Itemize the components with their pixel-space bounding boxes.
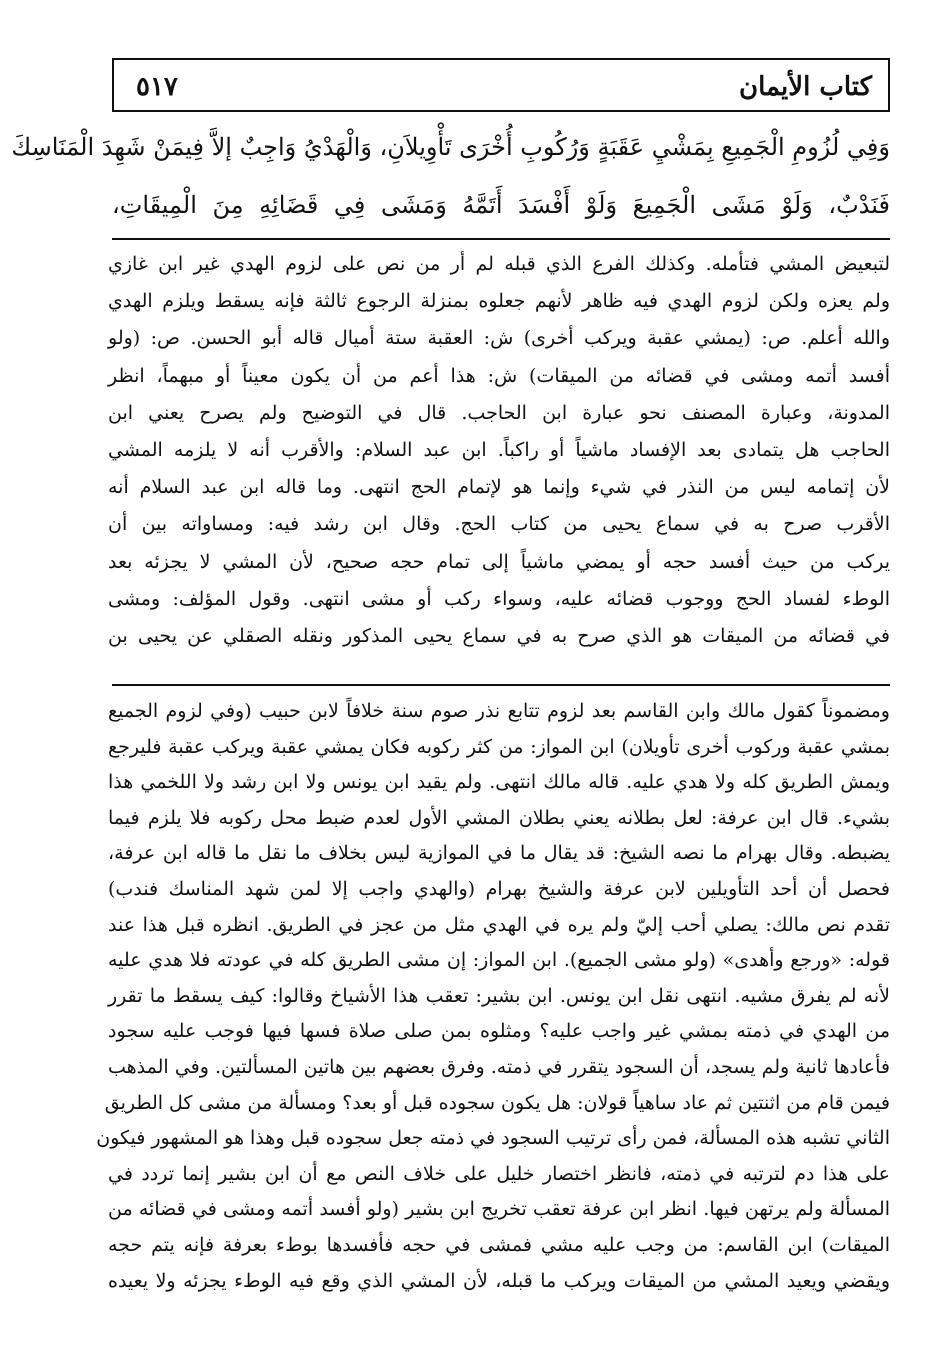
commentary-line: يركب من حيث أفسد حجه أو يمضي ماشياً إلى تمام حجه صحيح، لأن المشي لا يجزئه بعد: [108, 550, 890, 573]
commentary-line: ومضموناً كقول مالك وابن القاسم بعد لزوم تتابع نذر صوم سنة خلافاً لابن حبيب (وفي لزوم الجميع: [108, 700, 890, 722]
main-text-line: فَنَدْبٌ، وَلَوْ مَشَى الْجَمِيعَ وَلَوْ أَفْسَدَ أَتَمَّهُ وَمَشَى فِي قَضَائِهِ مِنَ الْمِيقَاتِ،: [112, 191, 890, 219]
commentary-line: من الهدي في ذمته بمشي غير واجب عليه؟ ومثلوه بمن صلى صلاة فسها فيها فوجب عليه سجود: [108, 1020, 890, 1043]
commentary-line: بمشي عقبة وركوب أخرى تأويلان) ابن المواز: من كثر ركوبه فكان يمشي عقبة ويركب عقبة فليرجع: [108, 735, 890, 758]
chapter-title: كتاب الأيمان: [738, 72, 872, 102]
commentary-lower: [96, 694, 890, 1299]
commentary-line: فأعادها ثانية ولم يسجد، أن السجود يتقرر في ذمته. وفرق بعضهم بين هاتين المسألتين. وفي المذهب: [108, 1055, 890, 1078]
commentary-line: فيمن قام من اثنتين ثم عاد ساهياً قولان: هل يكون سجوده قبل أو بعد؟ ومسألة من مشى كل الطريق: [104, 1091, 890, 1114]
page-number: ٥١٧: [136, 72, 178, 102]
commentary-line: الوطء لفساد الحج ووجوب قضائه عليه، وسواء ركب أو مشى انتهى. وقول المؤلف: ومشى: [108, 587, 890, 610]
commentary-line: أفسد أتمه ومشى في قضائه من الميقات) ش: هذا أعم من أن يكون معيناً أو مبهماً، انظر: [108, 364, 890, 387]
commentary-line: ويمش الطريق كله ولا هدي عليه. قاله مالك انتهى. ولم يقيد ابن يونس ولا ابن رشد ولا اللخمي هذا: [108, 771, 890, 794]
commentary-upper: [108, 246, 890, 655]
commentary-line: قوله: «ورجع وأهدى» (ولو مشى الجميع). ابن المواز: إن مشى الطريق كله في عودته فلا هدي عليه: [108, 949, 890, 972]
commentary-line: في قضائه من الميقات هو الذي صرح به في سماع يحيى المذكور ونقله الصقلي عن يحيى بن: [108, 625, 890, 648]
commentary-line: لأن إتمامه ليس من النذر في شيء وإنما هو لإتمام الحج انتهى. وما قاله ابن عبد السلام أنه: [108, 476, 890, 499]
commentary-line: المسألة ولم يرتهن فيها. انظر ابن عرفة تعقب تخريج ابن بشير (ولو أفسد أتمه ومشى في قضائه من: [108, 1198, 890, 1221]
commentary-line: فحصل أن أحد التأويلين لابن عرفة والشيخ بهرام (والهدي واجب إلا لمن شهد المناسك فندب): [108, 877, 890, 900]
commentary-line: المدونة، وعبارة المصنف نحو عبارة ابن الحاجب. قال في التوضيح ولم يصرح يعني ابن: [108, 401, 890, 424]
main-text: [11, 118, 890, 234]
commentary-line: على هذا دم لترتبه في ذمته، فانظر اختصار خليل على خلاف النص مع أن ابن بشير إنما تردد في: [108, 1162, 890, 1185]
commentary-line: الثاني تشبه هذه المسألة، فمن رأى ترتيب السجود في ذمته جعل سجوده قبل وهذا هو المشهور فيكون: [96, 1127, 890, 1150]
commentary-line: لأنه لم يفرق مشيه. انتهى نقل ابن يونس. ابن بشير: تعقب هذا الأشياخ وقالوا: كيف يسقط ما تقرر: [108, 984, 890, 1007]
commentary-line: الحاجب هل يتمادى بعد الإفساد ماشياً أو راكباً. ابن عبد السلام: والأقرب أنه لا يلزمه المشي: [108, 439, 890, 462]
commentary-line: بشيء. قال ابن عرفة: لعل بطلانه يعني بطلان المشي الأول لعدم ضبط محل ركوبه فلا يلزم فيما: [108, 806, 890, 829]
commentary-line: الأقرب صرح به في سماع يحيى من كتاب الحج. وقال ابن رشد فيه: ومساواته بين أن: [108, 513, 890, 536]
commentary-line: لتبعيض المشي فتأمله. وكذلك الفرع الذي قبله لم أر من نص على لزوم الهدي غير ابن غازي: [108, 253, 890, 275]
commentary-line: ويقضي ويعيد المشي من الميقات ويركب ما قبله، لأن المشي الذي وقع فيه الوطء يجزئه ولا يعيده: [108, 1269, 890, 1292]
running-header: [112, 58, 890, 112]
commentary-line: يضبطه. وقال بهرام ما نصه الشيخ: قد يقال ما في الموازية ليس بخلاف ما نقل ما قاله ابن عرفة،: [108, 842, 890, 865]
section-divider: [112, 238, 890, 240]
commentary-line: تقدم نص مالك: يصلي أحب إليّ ولم يره في الهدي مثل من عجز في الطريق. انظره قبل هذا عند: [108, 913, 890, 936]
commentary-line: والله أعلم. ص: (يمشي عقبة ويركب أخرى) ش: العقبة ستة أميال قاله أبو الحسن. ص: (ولو: [108, 327, 890, 350]
section-divider: [112, 684, 890, 686]
main-text-line: وَفِي لُزُومِ الْجَمِيعِ بِمَشْيِ عَقَبَةٍ وَرُكُوبِ أُخْرَى تَأْوِيلاَنِ، وَالْهَدْيُ وَاجِبٌ إلاَّ فِيمَنْ شَهِدَ الْمَنَاسِكَ: [11, 133, 890, 161]
commentary-line: الميقات) ابن القاسم: من وجب عليه مشي فمشى في حجه فأفسدها بوطء بعرفة فإنه يتم حجه: [108, 1233, 890, 1256]
commentary-line: ولم يعزه ولكن لزوم الهدي فيه ظاهر لأنهم جعلوه بمنزلة الرجوع ثالثة فإنه يسقط ويلزم الهدي: [108, 290, 890, 313]
